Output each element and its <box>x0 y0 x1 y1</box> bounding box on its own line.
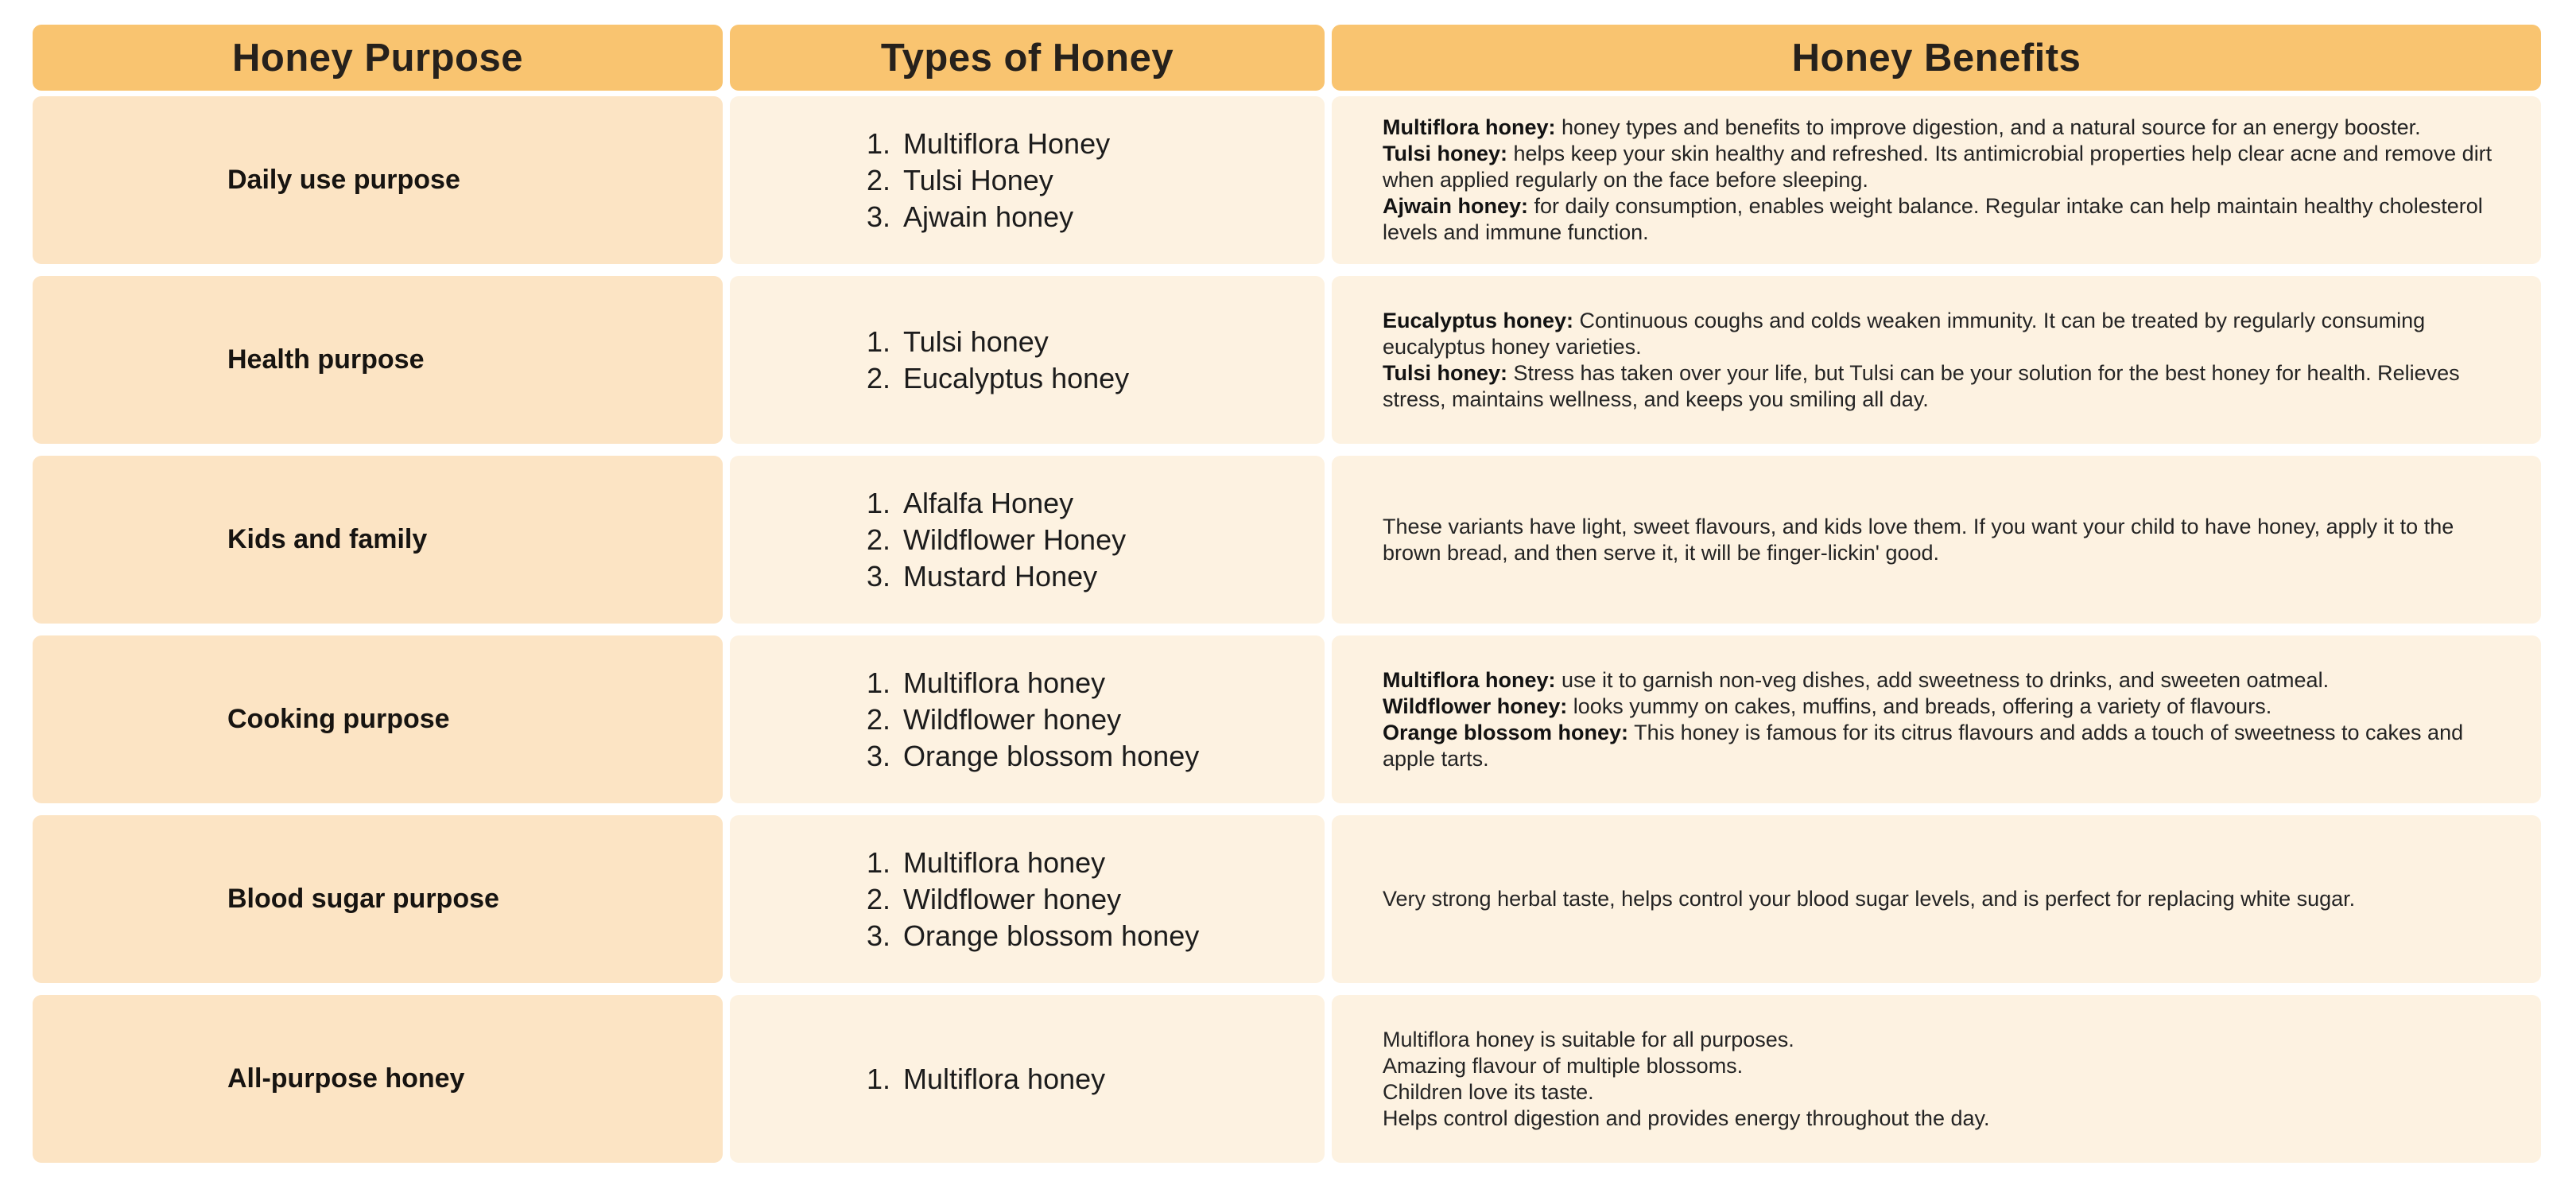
purpose-cell <box>33 635 723 803</box>
benefit-description: Helps control digestion and provides energy throughout the day. <box>1383 1106 1990 1130</box>
benefit-description: Very strong herbal taste, helps control your blood sugar levels, and is perfect for replacing white sugar. <box>1383 887 2356 911</box>
purpose-label: Cooking purpose <box>227 704 450 734</box>
benefits-cell <box>1332 635 2541 803</box>
benefit-description: These variants have light, sweet flavours, and kids love them. If you want your child to have honey, apply it to the brown bread, and then serve it, it will be finger-lickin' good. <box>1383 514 2454 565</box>
purpose-cell <box>33 96 723 264</box>
type-item: 3. Ajwain honey <box>898 199 1110 235</box>
benefit-description: use it to garnish non-veg dishes, add sweetness to drinks, and sweeten oatmeal. <box>1555 667 2330 692</box>
types-list <box>730 324 1129 397</box>
benefits-cell <box>1332 96 2541 264</box>
benefits-cell <box>1332 276 2541 444</box>
benefit-line <box>1383 1079 2495 1106</box>
benefit-line <box>1383 193 2495 246</box>
type-item: 1. Multiflora honey <box>898 1061 1105 1098</box>
type-item: 2. Wildflower honey <box>898 881 1199 918</box>
table-row <box>33 456 2540 624</box>
purpose-label: Blood sugar purpose <box>227 884 499 914</box>
type-item: 1. Multiflora honey <box>898 845 1199 881</box>
purpose-label: Daily use purpose <box>227 165 460 195</box>
honey-table <box>33 25 2540 1175</box>
benefit-term: Ajwain honey: <box>1383 194 1529 218</box>
benefit-description: Continuous coughs and colds weaken immunity. It can be treated by regularly consuming eucalyptus honey varieties. <box>1383 308 2426 359</box>
benefit-line <box>1383 720 2495 772</box>
column-header-honey-purpose: Honey Purpose <box>33 25 723 91</box>
benefit-line <box>1383 1027 2495 1053</box>
type-item: 1. Alfalfa Honey <box>898 485 1126 522</box>
table-header-row <box>33 25 2540 91</box>
type-item: 2. Eucalyptus honey <box>898 360 1129 397</box>
purpose-cell <box>33 815 723 983</box>
benefit-description: honey types and benefits to improve digestion, and a natural source for an energy booster. <box>1555 115 2421 139</box>
types-list <box>730 1061 1105 1098</box>
benefit-description: looks yummy on cakes, muffins, and breads, offering a variety of flavours. <box>1567 694 2272 718</box>
table-row <box>33 96 2540 264</box>
types-cell <box>730 276 1325 444</box>
benefit-line <box>1383 1106 2495 1132</box>
type-item: 1. Multiflora Honey <box>898 126 1110 162</box>
benefit-description: Amazing flavour of multiple blossoms. <box>1383 1053 1744 1078</box>
table-row <box>33 276 2540 444</box>
types-list <box>730 845 1199 954</box>
purpose-cell <box>33 276 723 444</box>
table-row <box>33 815 2540 983</box>
benefit-line <box>1383 667 2495 694</box>
table-row <box>33 995 2540 1163</box>
type-item: 1. Multiflora honey <box>898 665 1199 701</box>
type-item: 3. Orange blossom honey <box>898 738 1199 775</box>
column-header-honey-benefits: Honey Benefits <box>1332 25 2541 91</box>
benefit-term: Multiflora honey: <box>1383 667 1556 692</box>
benefit-line <box>1383 886 2495 912</box>
purpose-label: Health purpose <box>227 344 425 375</box>
purpose-label: Kids and family <box>227 524 428 554</box>
benefit-term: Tulsi honey: <box>1383 142 1508 165</box>
types-cell <box>730 995 1325 1163</box>
benefit-term: Eucalyptus honey: <box>1383 308 1574 332</box>
benefit-description: This honey is famous for its citrus flavours and adds a touch of sweetness to cakes and apple tarts. <box>1383 720 2464 771</box>
purpose-label: All-purpose honey <box>227 1063 465 1094</box>
types-cell <box>730 96 1325 264</box>
types-list <box>730 665 1199 775</box>
table-row <box>33 635 2540 803</box>
type-item: 2. Wildflower honey <box>898 701 1199 738</box>
benefit-line <box>1383 514 2495 566</box>
type-item: 1. Tulsi honey <box>898 324 1129 360</box>
benefit-description: helps keep your skin healthy and refreshed. Its antimicrobial properties help clear acne and remove dirt when applied regularly on the face before sleeping. <box>1383 142 2493 192</box>
types-list <box>730 485 1126 595</box>
type-item: 2. Tulsi Honey <box>898 162 1110 199</box>
benefit-term: Wildflower honey: <box>1383 694 1568 718</box>
benefit-line <box>1383 141 2495 193</box>
benefit-line <box>1383 1053 2495 1079</box>
types-cell <box>730 456 1325 624</box>
benefit-description: for daily consumption, enables weight balance. Regular intake can help maintain healthy cholesterol levels and immune function. <box>1383 194 2483 244</box>
purpose-cell <box>33 995 723 1163</box>
benefit-line <box>1383 360 2495 413</box>
type-item: 3. Orange blossom honey <box>898 918 1199 954</box>
benefit-term: Multiflora honey: <box>1383 115 1556 139</box>
benefits-cell <box>1332 995 2541 1163</box>
benefit-line <box>1383 115 2495 141</box>
benefit-line <box>1383 694 2495 720</box>
type-item: 2. Wildflower Honey <box>898 522 1126 558</box>
types-list <box>730 126 1110 235</box>
benefits-cell <box>1332 456 2541 624</box>
types-cell <box>730 635 1325 803</box>
benefit-description: Children love its taste. <box>1383 1079 1594 1104</box>
types-cell <box>730 815 1325 983</box>
benefit-term: Tulsi honey: <box>1383 360 1508 385</box>
benefit-description: Multiflora honey is suitable for all purposes. <box>1383 1027 1794 1051</box>
type-item: 3. Mustard Honey <box>898 558 1126 595</box>
benefit-term: Orange blossom honey: <box>1383 720 1629 744</box>
column-header-types-of-honey: Types of Honey <box>730 25 1325 91</box>
benefit-line <box>1383 308 2495 360</box>
benefit-description: Stress has taken over your life, but Tulsi can be your solution for the best honey for health. Relieves stress, maintains wellness, and keeps you smiling all day. <box>1383 360 2460 411</box>
purpose-cell <box>33 456 723 624</box>
benefits-cell <box>1332 815 2541 983</box>
